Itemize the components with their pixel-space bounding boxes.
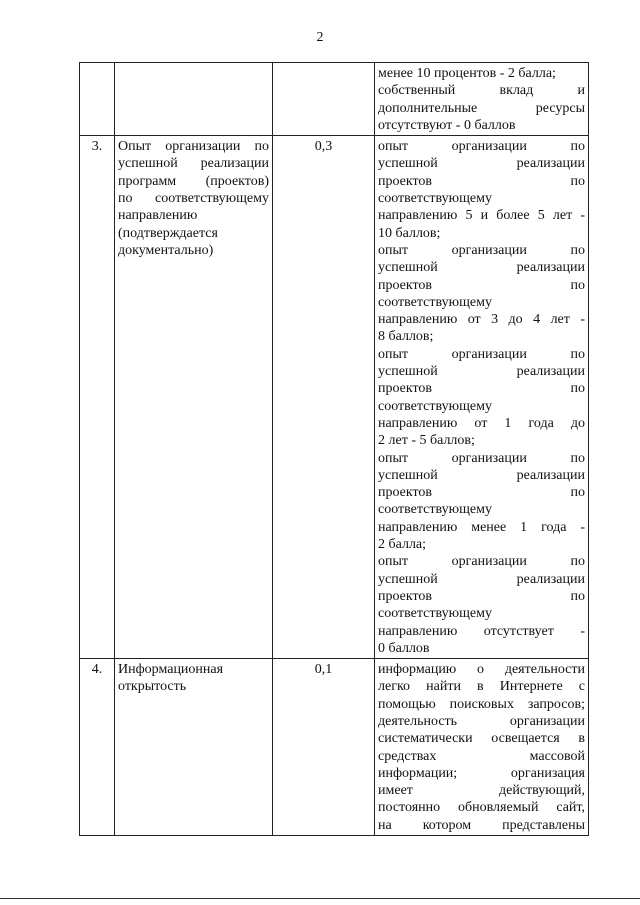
scoring-line: информации; организация [378, 765, 585, 781]
scoring-line: помощью поисковых запросов; [378, 696, 585, 712]
scoring-line: соответствующему [378, 398, 492, 414]
page-number: 2 [316, 30, 324, 45]
scoring-line: успешной реализации [378, 156, 585, 172]
weight-cell: 0,1 [273, 659, 375, 836]
scoring-line: соответствующему [378, 294, 492, 310]
scoring-line: проектов по [378, 485, 585, 501]
scoring-line: менее 10 процентов - 2 балла; [378, 66, 556, 81]
criterion-name-cell [115, 136, 273, 659]
row-number-cell: 3. [80, 136, 115, 659]
table-row [80, 63, 589, 136]
scoring-line: на котором представлены [378, 817, 585, 833]
scoring-line: соответствующему [378, 191, 492, 207]
scoring-line: соответствующему [378, 502, 492, 518]
scoring-description-cell [375, 63, 589, 136]
scoring-line: направлению от 1 года до [378, 415, 585, 431]
scoring-line: 10 баллов; [378, 225, 441, 241]
scoring-description-cell [375, 136, 589, 659]
scoring-line: успешной реализации [378, 364, 585, 380]
scoring-line: 0 баллов [378, 640, 430, 656]
scoring-line: опыт организации по [378, 450, 585, 466]
criterion-name-line: успешной реализации [118, 156, 269, 172]
scoring-line: соответствующему [378, 606, 492, 622]
criterion-name-cell [115, 63, 273, 136]
scoring-line: 8 баллов; [378, 329, 434, 345]
scoring-line: легко найти в Интернете с [378, 679, 585, 695]
scoring-line: проектов по [378, 588, 585, 604]
scoring-line: информацию о деятельности [378, 662, 585, 678]
row-number-cell [80, 63, 115, 136]
criterion-name-cell [115, 659, 273, 836]
scoring-line: успешной реализации [378, 571, 585, 587]
criteria-table [79, 62, 589, 836]
scoring-line: собственный вклад и [378, 83, 585, 99]
criterion-name-line: программ (проектов) [118, 173, 269, 189]
scoring-line: дополнительные ресурсы [378, 100, 585, 116]
page-bottom-rule [0, 898, 640, 899]
scoring-line: направлению 5 и более 5 лет - [378, 208, 585, 224]
scoring-line: проектов по [378, 381, 585, 397]
criterion-name-line: документально) [118, 242, 214, 258]
scoring-line: направлению от 3 до 4 лет - [378, 312, 585, 328]
criterion-name-line: (подтверждается [118, 225, 218, 241]
criterion-name-line: Информационная [118, 662, 224, 678]
scoring-line: направлению отсутствует - [378, 623, 585, 639]
weight-cell [273, 63, 375, 136]
scoring-line: постоянно обновляемый сайт, [378, 800, 585, 816]
scoring-line: опыт организации по [378, 139, 585, 155]
table-row [80, 136, 589, 659]
row-number-cell: 4. [80, 659, 115, 836]
scoring-line: успешной реализации [378, 260, 585, 276]
criterion-name-line: открытость [118, 679, 187, 695]
criterion-name-line: Опыт организации по [118, 139, 269, 155]
scoring-line: опыт организации по [378, 554, 585, 570]
table-row [80, 659, 589, 836]
scoring-line: направлению менее 1 года - [378, 519, 585, 535]
scoring-line: средствах массовой [378, 748, 585, 764]
criterion-name-line: направлению [118, 208, 198, 224]
scoring-line: деятельность организации [378, 713, 585, 729]
criterion-name-line: по соответствующему [118, 191, 269, 207]
scoring-description-cell [375, 659, 589, 836]
scoring-line: проектов по [378, 173, 585, 189]
scoring-line: опыт организации по [378, 346, 585, 362]
scoring-line: опыт организации по [378, 242, 585, 258]
scoring-line: 2 балла; [378, 537, 427, 553]
scoring-line: имеет действующий, [378, 783, 585, 799]
scoring-line: отсутствуют - 0 баллов [378, 117, 516, 133]
scoring-line: проектов по [378, 277, 585, 293]
scoring-line: 2 лет - 5 баллов; [378, 433, 475, 449]
scoring-line: систематически освещается в [378, 731, 585, 747]
scoring-line: успешной реализации [378, 467, 585, 483]
weight-cell: 0,3 [273, 136, 375, 659]
